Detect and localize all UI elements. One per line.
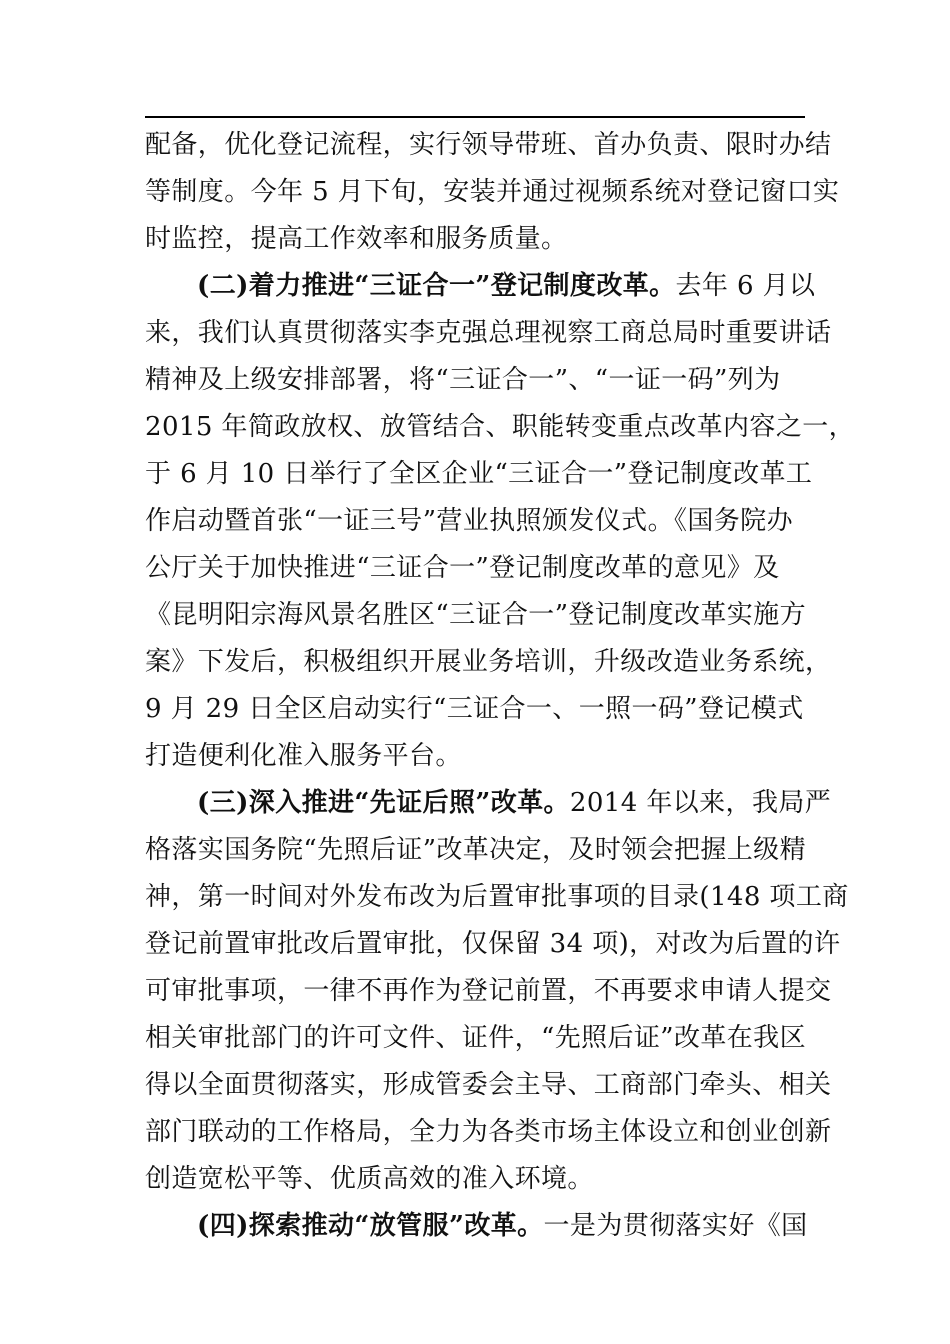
line-text: 案》下发后，积极组织开展业务培训，升级改造业务系统，: [145, 647, 832, 677]
text-line: [145, 1015, 805, 1062]
text-line: [145, 498, 805, 545]
line-text: 公厅关于加快推进“三证合一”登记制度改革的意见》及: [145, 553, 780, 583]
line-text: 创造宽松平等、优质高效的准入环境。: [145, 1164, 594, 1194]
line-text: 精神及上级安排部署，将“三证合一”、“一证一码”列为: [145, 365, 781, 395]
line-text: 2015 年简政放权、放管结合、职能转变重点改革内容之一，: [145, 412, 856, 442]
line-text: 一是为贯彻落实好《国: [543, 1211, 808, 1241]
line-text: 去年 6 月以: [675, 271, 816, 301]
text-line: [145, 592, 805, 639]
section-heading: (三)深入推进“先证后照”改革。: [197, 788, 570, 818]
paragraph-heading-line: [145, 780, 832, 827]
text-line: [145, 874, 849, 921]
line-text: 来，我们认真贯彻落实李克强总理视察工商总局时重要讲话: [145, 318, 832, 348]
line-text: 配备，优化登记流程，实行领导带班、首办负责、限时办结: [145, 130, 832, 160]
text-line: [145, 639, 832, 686]
line-text: 2014 年以来，我局严: [569, 788, 832, 818]
line-text: 部门联动的工作格局，全力为各类市场主体设立和创业创新: [145, 1117, 832, 1147]
text-line: [145, 545, 805, 592]
section-heading: (四)探索推动“放管服”改革。: [197, 1211, 544, 1241]
text-line: [145, 169, 840, 216]
text-line: [145, 216, 805, 263]
text-line: [145, 733, 805, 780]
text-line: [145, 968, 832, 1015]
line-text: 于 6 月 10 日举行了全区企业“三证合一”登记制度改革工: [145, 459, 813, 489]
section-heading: (二)着力推进“三证合一”登记制度改革。: [197, 271, 676, 301]
line-text: 得以全面贯彻落实，形成管委会主导、工商部门牵头、相关: [145, 1070, 832, 1100]
line-text: 等制度。今年 5 月下旬，安装并通过视频系统对登记窗口实: [145, 177, 840, 207]
text-line: [145, 310, 832, 357]
line-text: 相关审批部门的许可文件、证件，“先照后证”改革在我区: [145, 1023, 806, 1053]
text-line: [145, 404, 856, 451]
text-line: [145, 686, 805, 733]
text-line: [145, 1109, 832, 1156]
line-text: 格落实国务院“先照后证”改革决定，及时领会把握上级精: [145, 835, 806, 865]
text-line: [145, 921, 841, 968]
text-line: [145, 357, 805, 404]
body-text: [145, 122, 856, 1250]
text-line: [145, 122, 832, 169]
paragraph-heading-line: [145, 1203, 808, 1250]
header-rule: [145, 116, 805, 118]
line-text: 时监控，提高工作效率和服务质量。: [145, 224, 568, 254]
line-text: 打造便利化准入服务平台。: [145, 741, 462, 771]
line-text: 可审批事项，一律不再作为登记前置，不再要求申请人提交: [145, 976, 832, 1006]
line-text: 《昆明阳宗海风景名胜区“三证合一”登记制度改革实施方: [145, 600, 806, 630]
line-text: 登记前置审批改后置审批，仅保留 34 项)，对改为后置的许: [145, 929, 841, 959]
text-line: [145, 451, 813, 498]
text-line: [145, 1156, 805, 1203]
line-text: 作启动暨首张“一证三号”营业执照颁发仪式。《国务院办: [145, 506, 793, 536]
line-text: 9 月 29 日全区启动实行“三证合一、一照一码”登记模式: [145, 694, 804, 724]
paragraph-heading-line: [145, 263, 816, 310]
line-text: 神，第一时间对外发布改为后置审批事项的目录(148 项工商: [145, 882, 849, 912]
text-line: [145, 827, 805, 874]
text-line: [145, 1062, 832, 1109]
